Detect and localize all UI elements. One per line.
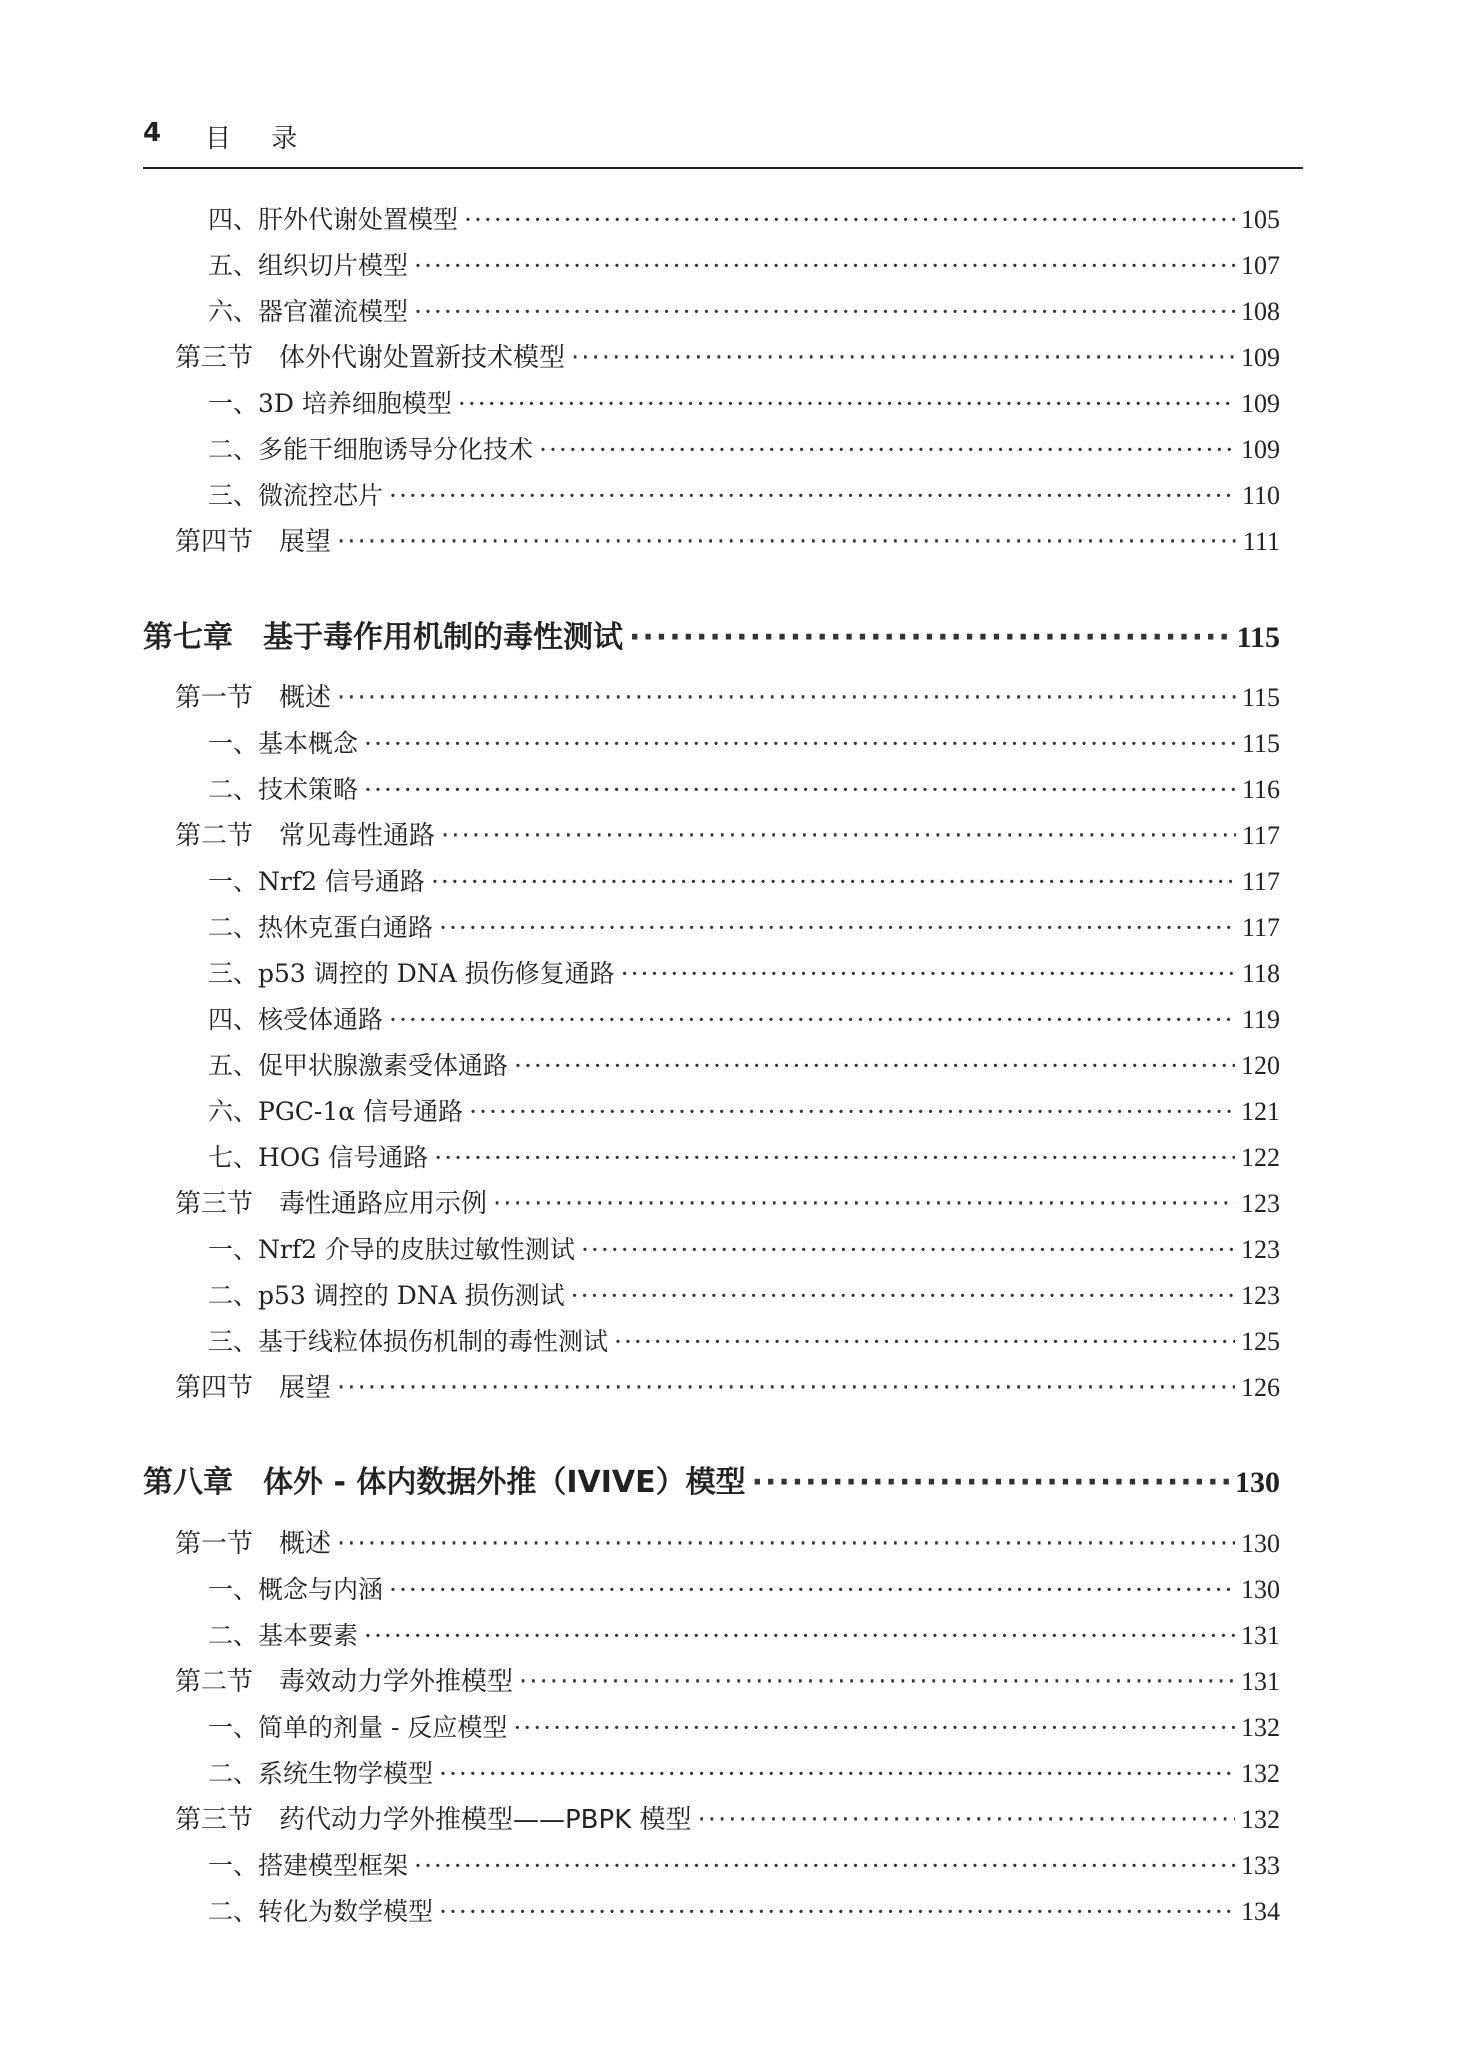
dot-leader	[514, 1046, 1235, 1086]
toc-section[interactable]: 第四节 展望 ····· 111	[175, 522, 1280, 562]
page-header	[143, 116, 1303, 172]
dot-leader	[629, 615, 1231, 661]
dot-leader	[464, 200, 1235, 240]
dot-leader	[337, 1368, 1235, 1408]
dot-leader	[434, 1138, 1235, 1178]
toc-entry[interactable]: 四、核受体通路 ····· 119	[208, 1000, 1280, 1040]
toc-entry[interactable]: 二、热休克蛋白通路 ····· 117	[208, 908, 1280, 948]
toc-entry[interactable]: 五、促甲状腺激素受体通路 ····· 120	[208, 1046, 1280, 1086]
dot-leader	[414, 292, 1235, 332]
toc-entry[interactable]: 一、3D 培养细胞模型 ····· 109	[208, 384, 1280, 424]
dot-leader	[469, 1092, 1235, 1132]
dot-leader	[389, 476, 1236, 516]
dot-leader	[571, 1276, 1235, 1316]
toc-section[interactable]: 第三节 体外代谢处置新技术模型 ····· 109	[175, 338, 1280, 378]
toc-entry[interactable]: 七、HOG 信号通路 ····· 122	[208, 1138, 1280, 1178]
toc-entry[interactable]: 一、概念与内涵 ····· 130	[208, 1570, 1280, 1610]
toc-entry[interactable]: 一、Nrf2 信号通路 ····· 117	[208, 862, 1280, 902]
toc-entry[interactable]: 二、技术策略 ····· 116	[208, 770, 1280, 810]
toc-entry[interactable]: 一、简单的剂量 - 反应模型 ····· 132	[208, 1708, 1280, 1748]
toc-section[interactable]: 第二节 常见毒性通路 ····· 117	[175, 816, 1280, 856]
running-title: 目 录	[205, 124, 314, 154]
toc-chapter[interactable]: 第七章 基于毒作用机制的毒性测试 ····· 115	[143, 615, 1280, 661]
toc-entry[interactable]: 五、组织切片模型 ····· 107	[208, 246, 1280, 286]
toc-entry[interactable]: 三、基于线粒体损伤机制的毒性测试 ····· 125	[208, 1322, 1280, 1362]
toc-section[interactable]: 第四节 展望 ····· 126	[175, 1368, 1280, 1408]
toc-entry[interactable]: 三、微流控芯片 ····· 110	[208, 476, 1280, 516]
toc-entry[interactable]: 二、转化为数学模型 ····· 134	[208, 1892, 1280, 1932]
toc-entry[interactable]: 三、p53 调控的 DNA 损伤修复通路 ····· 118	[208, 954, 1280, 994]
dot-leader	[337, 678, 1236, 718]
toc-section[interactable]: 第二节 毒效动力学外推模型 ····· 131	[175, 1662, 1280, 1702]
dot-leader	[337, 522, 1237, 562]
dot-leader	[458, 384, 1235, 424]
toc-entry[interactable]: 四、肝外代谢处置模型 ····· 105	[208, 200, 1280, 240]
toc-entry[interactable]: 一、Nrf2 介导的皮肤过敏性测试 ····· 123	[208, 1230, 1280, 1270]
dot-leader	[581, 1230, 1235, 1270]
toc-entry[interactable]: 一、基本概念 ····· 115	[208, 724, 1280, 764]
dot-leader	[441, 816, 1236, 856]
dot-leader	[621, 954, 1236, 994]
dot-leader	[752, 1460, 1229, 1506]
toc-chapter[interactable]: 第八章 体外 - 体内数据外推（IVIVE）模型 ····· 130	[143, 1460, 1280, 1506]
toc-entry[interactable]: 六、器官灌流模型 ····· 108	[208, 292, 1280, 332]
dot-leader	[389, 1000, 1236, 1040]
dot-leader	[364, 1616, 1235, 1656]
toc-section[interactable]: 第三节 药代动力学外推模型——PBPK 模型 ····· 132	[175, 1800, 1280, 1840]
toc-section[interactable]: 第一节 概述 ····· 115	[175, 678, 1280, 718]
toc-entry[interactable]: 二、p53 调控的 DNA 损伤测试 ····· 123	[208, 1276, 1280, 1316]
dot-leader	[337, 1524, 1235, 1564]
dot-leader	[698, 1800, 1235, 1840]
dot-leader	[439, 908, 1236, 948]
header-rule	[143, 167, 1303, 169]
dot-leader	[513, 1708, 1235, 1748]
dot-leader	[539, 430, 1235, 470]
dot-leader	[364, 724, 1236, 764]
toc-section[interactable]: 第一节 概述 ····· 130	[175, 1524, 1280, 1564]
dot-leader	[414, 1846, 1235, 1886]
toc-entry[interactable]: 二、基本要素 ····· 131	[208, 1616, 1280, 1656]
dot-leader	[439, 1754, 1235, 1794]
dot-leader	[439, 1892, 1235, 1932]
toc-entry[interactable]: 二、多能干细胞诱导分化技术 ····· 109	[208, 430, 1280, 470]
dot-leader	[364, 770, 1236, 810]
dot-leader	[614, 1322, 1235, 1362]
toc-section[interactable]: 第三节 毒性通路应用示例 ····· 123	[175, 1184, 1280, 1224]
toc-entry[interactable]: 二、系统生物学模型 ····· 132	[208, 1754, 1280, 1794]
dot-leader	[493, 1184, 1235, 1224]
toc-entry[interactable]: 一、搭建模型框架 ····· 133	[208, 1846, 1280, 1886]
dot-leader	[414, 246, 1235, 286]
dot-leader	[389, 1570, 1235, 1610]
page-number: 4	[143, 118, 162, 148]
dot-leader	[571, 338, 1235, 378]
dot-leader	[431, 862, 1236, 902]
dot-leader	[519, 1662, 1235, 1702]
toc-entry[interactable]: 六、PGC-1α 信号通路 ····· 121	[208, 1092, 1280, 1132]
